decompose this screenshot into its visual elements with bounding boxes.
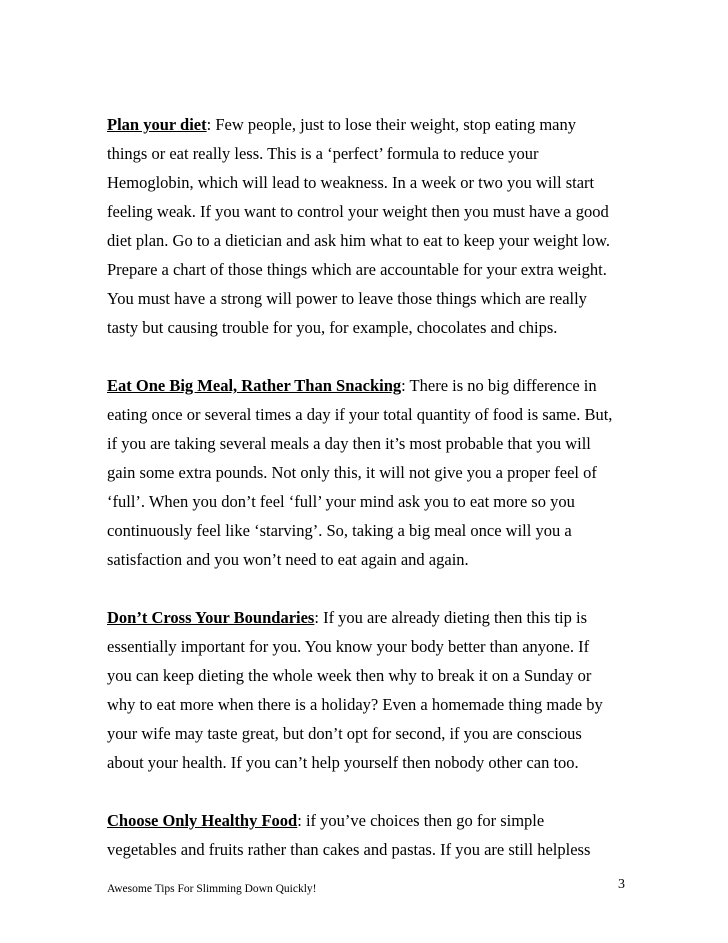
paragraph-heading: Choose Only Healthy Food <box>107 811 298 830</box>
paragraph-plan-your-diet <box>107 110 637 342</box>
paragraph-dont-cross-boundaries <box>107 603 637 777</box>
paragraph-text: : Few people, just to lose their weight, stop eating many things or eat really less. This is a ‘perfect’ formula to reduce your Hemoglobin, which will lead to weakness. In a week or two you will start feeling weak. If you want to control your weight then you must have a good diet plan. Go to a dietician and ask him what to eat to keep your weight low. Prepare a chart of those things which are accountable for your extra weight. You must have a strong will power to leave those things which are really tasty but causing trouble for you, for example, chocolates and chips. <box>107 115 610 337</box>
paragraph-eat-one-big-meal <box>107 371 637 574</box>
paragraph-choose-healthy-food <box>107 806 637 864</box>
paragraph-text: : if you’ve choices then go for simple vegetables and fruits rather than cakes and pastas. If you are still helpless <box>107 811 591 859</box>
paragraph-heading: Don’t Cross Your Boundaries <box>107 608 315 627</box>
paragraph-text: : There is no big difference in eating once or several times a day if your total quantity of food is same. But, if you are taking several meals a day then it’s most probable that you will gain some extra pounds. Not only this, it will not give you a proper feel of ‘full’. When you don’t feel ‘full’ your mind ask you to eat more so you continuously feel like ‘starving’. So, taking a big meal once will you a satisfaction and you won’t need to eat again and again. <box>107 376 613 569</box>
page-number: 3 <box>618 877 625 892</box>
paragraph-heading: Eat One Big Meal, Rather Than Snacking <box>107 376 402 395</box>
body-text <box>107 110 637 893</box>
paragraph-text: : If you are already dieting then this tip is essentially important for you. You know your body better than anyone. If you can keep dieting the whole week then why to break it on a Sunday or why to eat more when there is a holiday? Even a homemade thing made by your wife may taste great, but don’t opt for second, if you are conscious about your health. If you can’t help yourself then nobody other can too. <box>107 608 603 772</box>
footer-title: Awesome Tips For Slimming Down Quickly! <box>107 883 317 895</box>
paragraph-heading: Plan your diet <box>107 115 207 134</box>
